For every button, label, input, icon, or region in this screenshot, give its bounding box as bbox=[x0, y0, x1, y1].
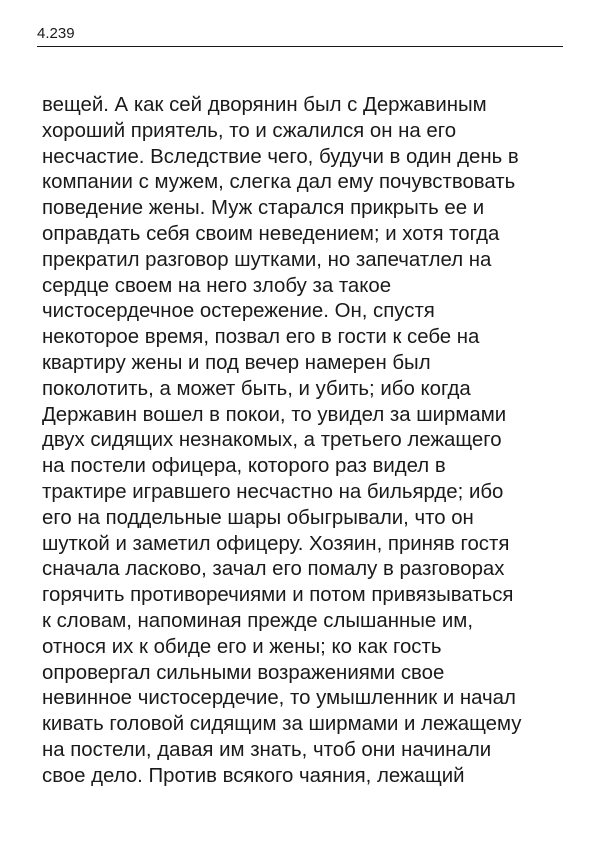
text-line: несчастие. Вследствие чего, будучи в один день в bbox=[42, 145, 519, 168]
text-line: хороший приятель, то и сжалился он на его bbox=[42, 119, 457, 142]
text-line: чистосердечное остережение. Он, спустя bbox=[42, 300, 435, 323]
text-line: прекратил разговор шутками, но запечатлел на bbox=[42, 248, 492, 271]
page-number: 4.239 bbox=[37, 25, 75, 42]
text-line: свое дело. Против всякого чаяния, лежащий bbox=[42, 764, 465, 787]
text-line: на постели офицера, которого раз видел в bbox=[42, 455, 446, 478]
text-line: квартиру жены и под вечер намерен был bbox=[42, 351, 431, 374]
text-line: поколотить, а может быть, и убить; ибо когда bbox=[42, 377, 471, 400]
body-text bbox=[42, 93, 548, 790]
text-line: двух сидящих незнакомых, а третьего лежащего bbox=[42, 429, 502, 452]
text-line: сердце своем на него злобу за такое bbox=[42, 274, 392, 297]
text-line: трактире игравшего несчастно на бильярде; ибо bbox=[42, 480, 504, 503]
text-line: на постели, давая им знать, чтоб они начинали bbox=[42, 738, 492, 761]
text-line: относя их к обиде его и жены; ко как гость bbox=[42, 635, 442, 658]
text-line: сначала ласково, зачал его помалу в разговорах bbox=[42, 558, 505, 581]
text-line: невинное чистосердечие, то умышленник и начал bbox=[42, 687, 516, 710]
text-line: поведение жены. Муж старался прикрыть ее и bbox=[42, 197, 485, 220]
text-line: вещей. А как сей дворянин был с Державиным bbox=[42, 94, 487, 116]
text-line: опровергал сильными возражениями свое bbox=[42, 661, 445, 684]
header-rule bbox=[37, 46, 563, 47]
text-line: компании с мужем, слегка дал ему почувствовать bbox=[42, 171, 516, 194]
text-line: некоторое время, позвал его в гости к себе на bbox=[42, 326, 480, 349]
text-line: кивать головой сидящим за ширмами и лежащему bbox=[42, 713, 522, 736]
text-line: оправдать себя своим неведением; и хотя тогда bbox=[42, 222, 500, 245]
text-line: горячить противоречиями и потом привязываться bbox=[42, 584, 514, 607]
text-line: шуткой и заметил офицеру. Хозяин, приняв гостя bbox=[42, 532, 510, 555]
text-line: Державин вошел в покои, то увидел за ширмами bbox=[42, 403, 507, 426]
text-line: его на поддельные шары обыгрывали, что он bbox=[42, 506, 474, 529]
text-line: к словам, напоминая прежде слышанные им, bbox=[42, 609, 473, 632]
